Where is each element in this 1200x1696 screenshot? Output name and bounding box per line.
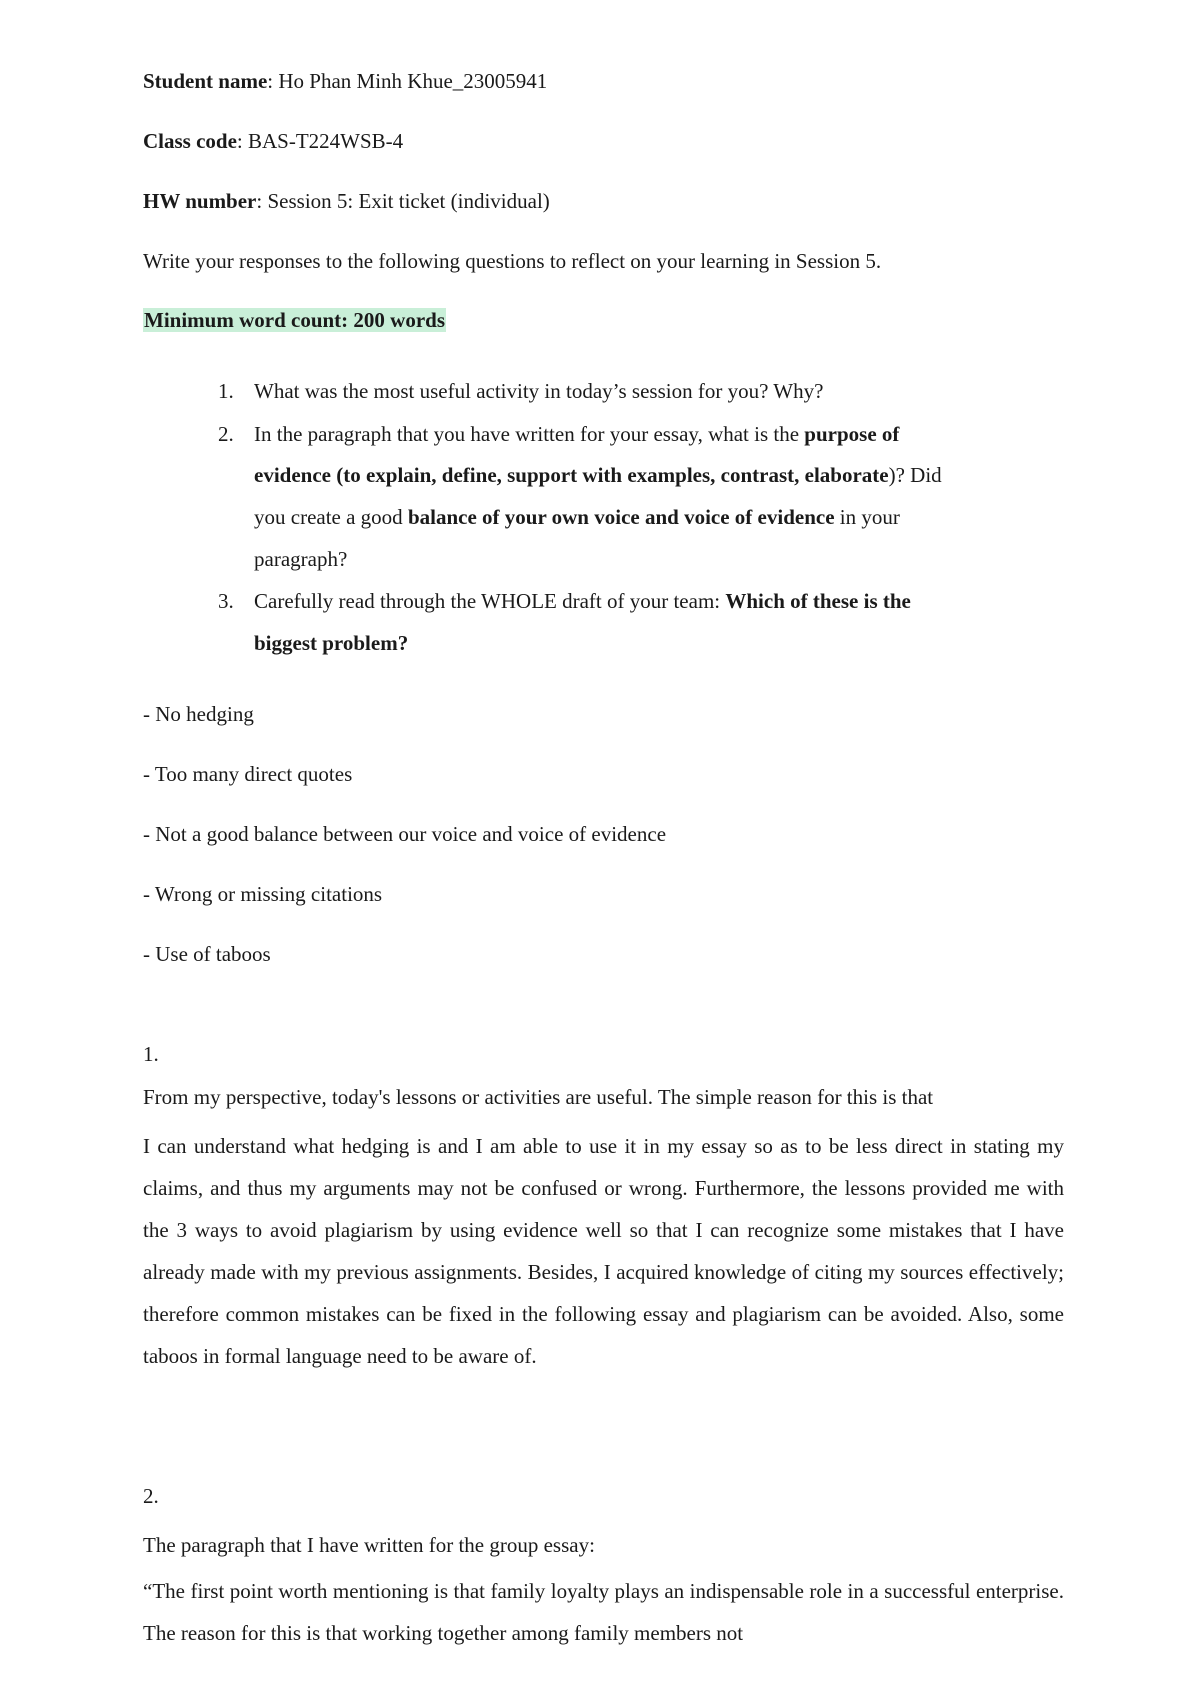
question-3-line-1-text: Carefully read through the WHOLE draft of your team: <box>254 589 726 613</box>
question-3-line-1-bold: Which of these is the <box>725 589 911 613</box>
option-item: - Not a good balance between our voice and voice of evidence <box>143 822 667 846</box>
option-item: - Too many direct quotes <box>143 762 353 786</box>
question-3-line-2: biggest problem? <box>254 631 409 655</box>
question-2-line-3-bold: balance of your own voice and voice of evidence <box>407 505 835 529</box>
question-2-line-2-bold: evidence (to explain, define, support with examples, contrast, elaborate <box>254 463 889 487</box>
question-3-number: 3. <box>218 589 234 613</box>
answer-1-first-line: From my perspective, today's lessons or activities are useful. The simple reason for this is that <box>143 1085 934 1109</box>
question-2-line-1-bold: purpose of <box>804 422 900 446</box>
question-2-number: 2. <box>218 422 234 446</box>
question-3-line-1 <box>254 588 911 614</box>
answer-2-number: 2. <box>143 1484 159 1508</box>
student-name-label: Student name <box>143 69 268 93</box>
answer-1-number: 1. <box>143 1042 159 1066</box>
hw-number-label: HW number <box>143 189 257 213</box>
question-2-line-1 <box>254 421 899 447</box>
word-count-line <box>143 307 446 333</box>
question-2-line-1-text: In the paragraph that you have written for your essay, what is the <box>254 422 805 446</box>
class-code-label: Class code <box>143 129 237 153</box>
instruction-text: Write your responses to the following questions to reflect on your learning in Session 5. <box>143 249 882 273</box>
question-1-text: What was the most useful activity in today’s session for you? Why? <box>254 379 824 403</box>
option-item: - Use of taboos <box>143 942 271 966</box>
answer-2-intro: The paragraph that I have written for the group essay: <box>143 1533 595 1557</box>
answer-1-body: I can understand what hedging is and I am able to use it in my essay so as to be less direct in stating my claims, and thus my arguments may not be confused or wrong. Furthermore, the lessons provided me with the 3 ways to avoid plagiarism by using evidence well so that I can recognize some mistakes that I have already made with my previous assignments. Besides, I acquired knowledge of citing my sources effectively; therefore common mistakes can be fixed in the following essay and plagiarism can be avoided. Also, some taboos in formal language need to be aware of. <box>143 1134 1064 1368</box>
question-1-number: 1. <box>218 379 234 403</box>
question-2-line-3-text-c: in your <box>834 505 900 529</box>
question-2-line-3-text-a: you create a good <box>254 505 408 529</box>
answer-2-quote: “The first point worth mentioning is that family loyalty plays an indispensable role in a successful enterprise. The reason for this is that working together among family members not <box>143 1579 1064 1645</box>
option-item: - Wrong or missing citations <box>143 882 383 906</box>
question-2-line-3 <box>254 504 900 530</box>
student-name-line <box>143 68 547 94</box>
question-2-line-4: paragraph? <box>254 547 348 571</box>
option-item: - No hedging <box>143 702 254 726</box>
student-name-value: : Ho Phan Minh Khue_23005941 <box>267 69 548 93</box>
question-2-line-2 <box>254 462 942 488</box>
question-2-line-2-text: )? Did <box>888 463 942 487</box>
hw-number-line <box>143 188 550 214</box>
hw-number-value: : Session 5: Exit ticket (individual) <box>256 189 550 213</box>
word-count-highlight: Minimum word count: 200 words <box>144 308 446 332</box>
class-code-value: : BAS-T224WSB-4 <box>236 129 404 153</box>
class-code-line <box>143 128 403 154</box>
